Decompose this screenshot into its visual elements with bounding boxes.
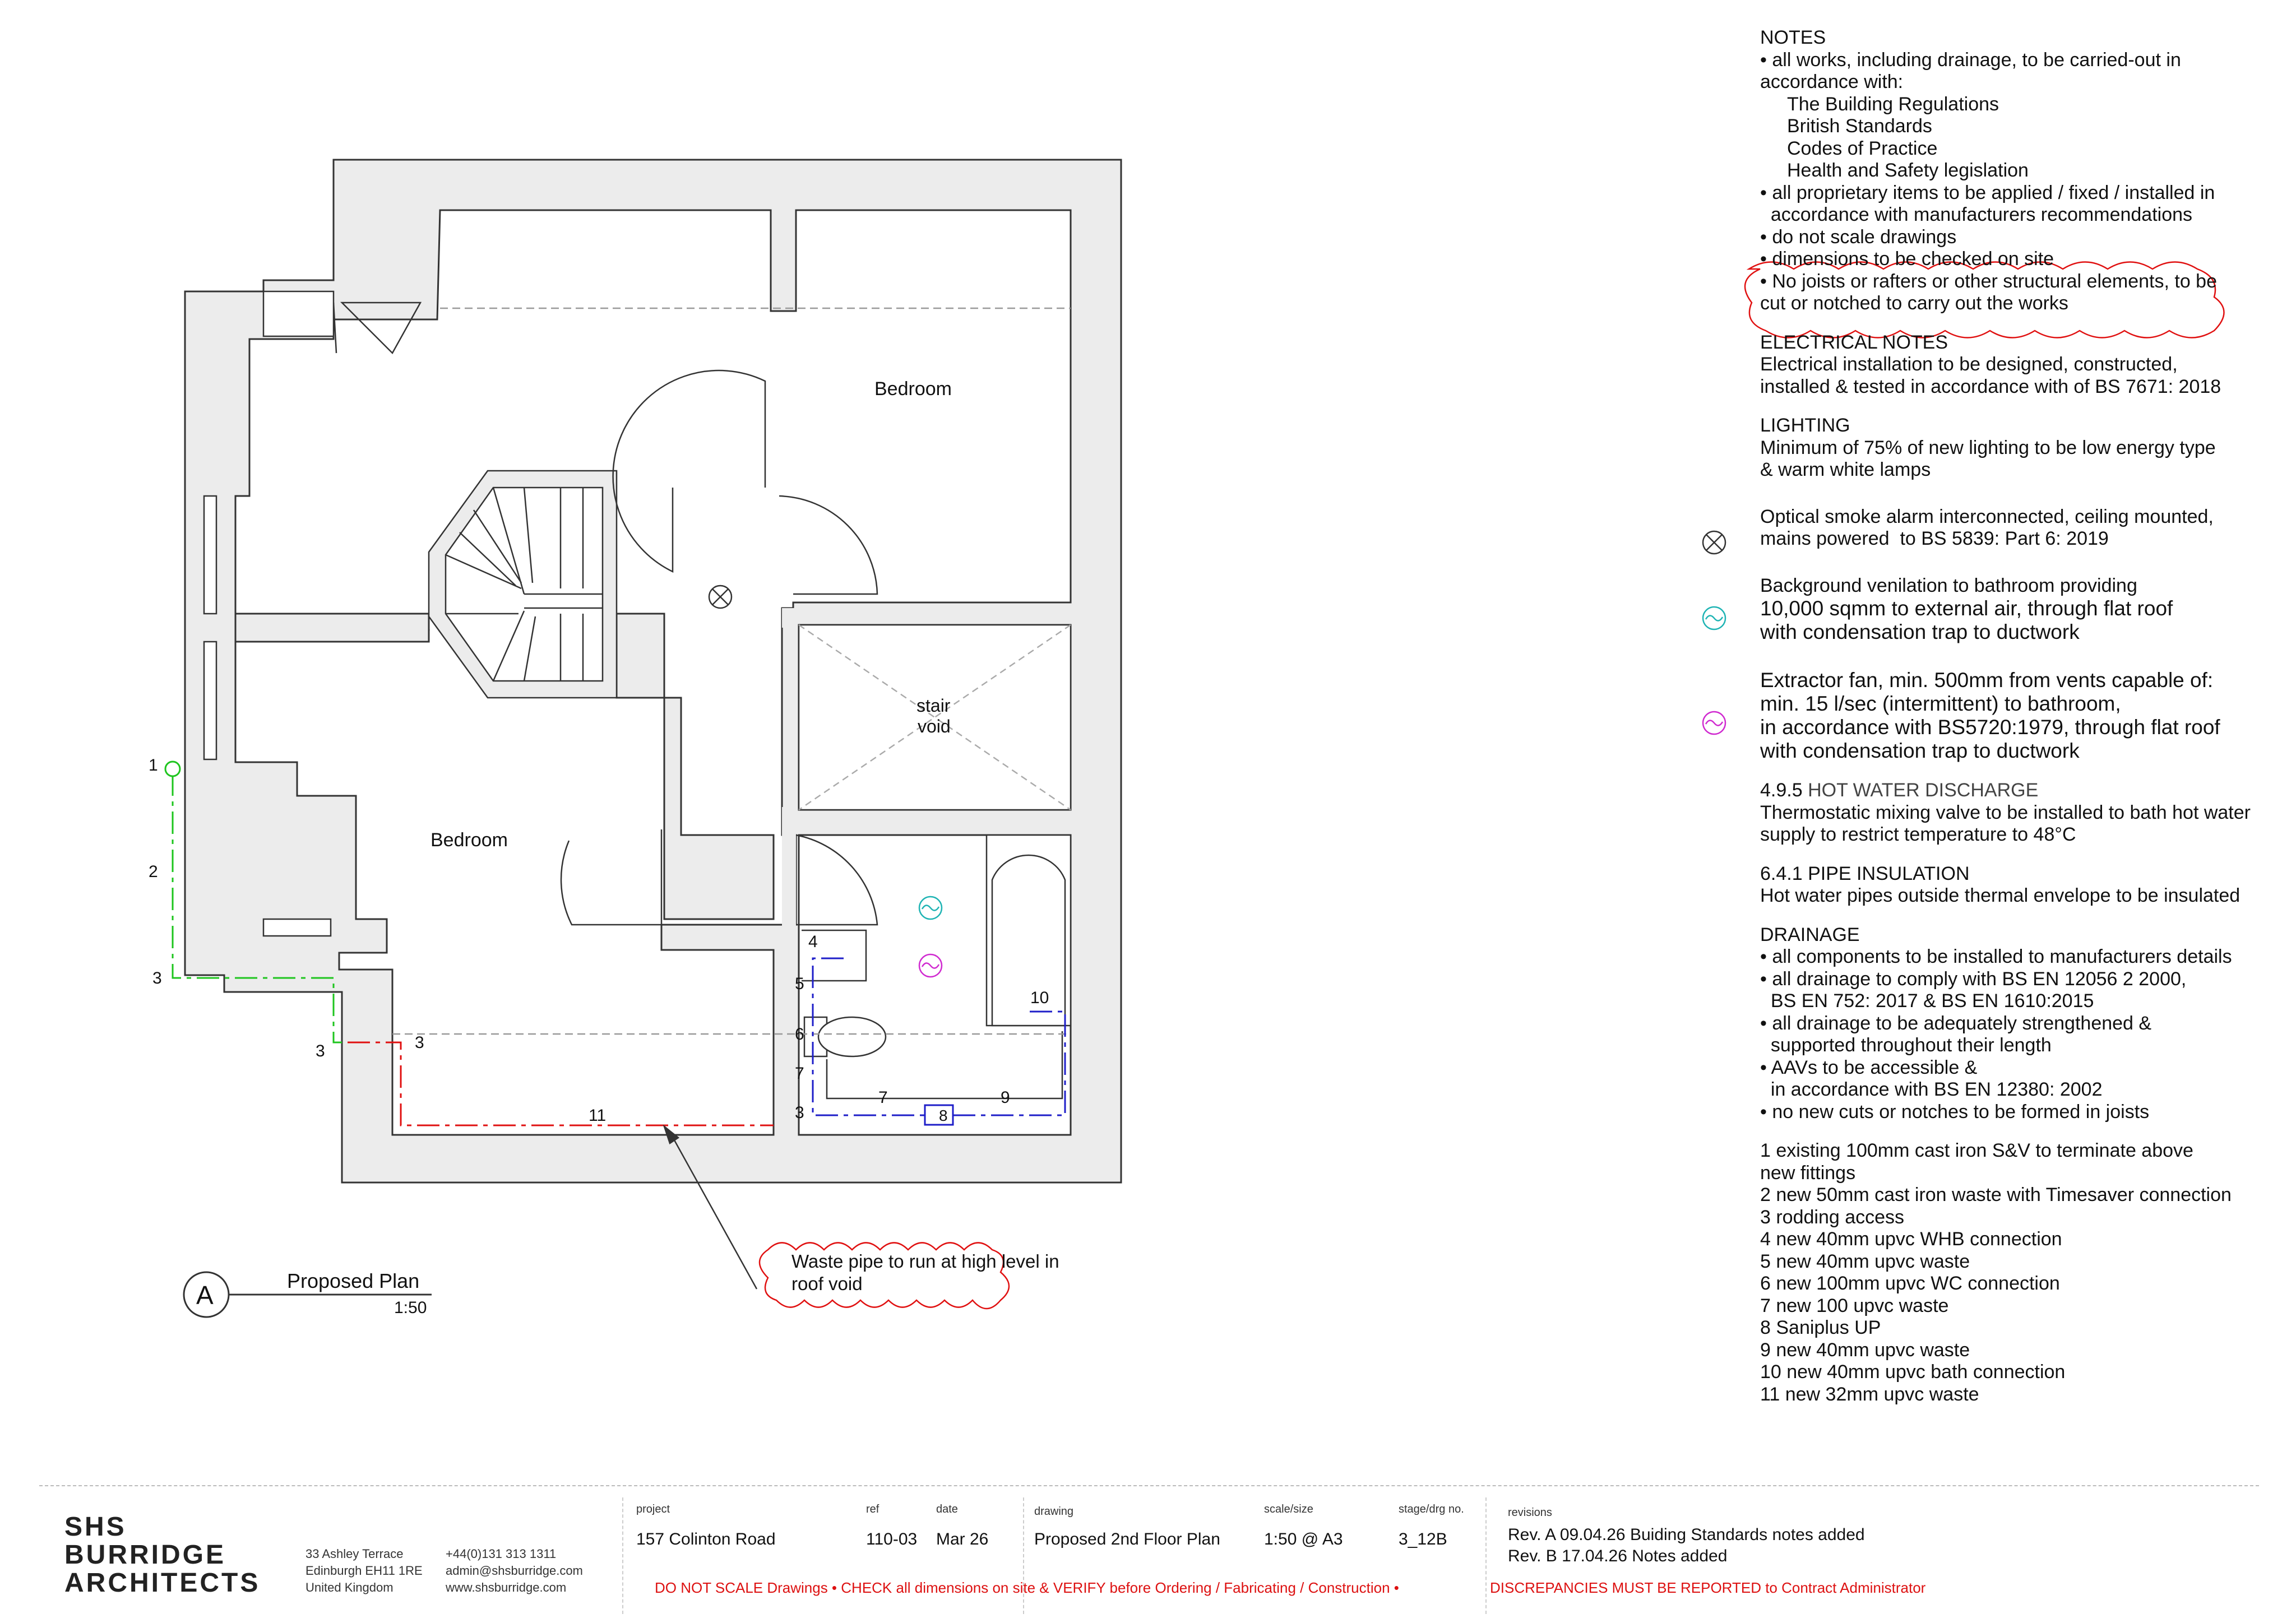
note-line: supported throughout their length xyxy=(1760,1035,2052,1056)
titleblock-separator xyxy=(1485,1497,1487,1614)
fan-note xyxy=(1760,669,2287,763)
company-contact: +44(0)131 313 1311 admin@shsburridge.com www.shsburridge.com xyxy=(446,1547,583,1594)
lighting-heading: LIGHTING xyxy=(1760,415,1850,436)
note-line: 10,000 sqmm to external air, through flat roof xyxy=(1760,597,2173,620)
pipe-label: 10 xyxy=(1030,989,1049,1007)
key-item: 10 new 40mm upvc bath connection xyxy=(1760,1361,2066,1383)
pipe-insulation-heading: 6.4.1 PIPE INSULATION xyxy=(1760,862,1970,884)
note-line: Hot water pipes outside thermal envelope to be insulated xyxy=(1760,885,2241,906)
legend-fan-icon xyxy=(1703,712,1725,734)
note-line: in accordance with BS EN 12380: 2002 xyxy=(1760,1079,2103,1100)
standard-item: British Standards xyxy=(1787,115,1932,137)
note-line: • all components to be installed to manufacturers details xyxy=(1760,946,2232,967)
pipe-label: 8 xyxy=(939,1107,948,1124)
note-line: & warm white lamps xyxy=(1760,459,1931,480)
note-line: in accordance with BS5720:1979, through flat roof xyxy=(1760,716,2220,739)
pipe-label: 2 xyxy=(149,862,158,881)
vent-note xyxy=(1760,575,2287,644)
date-label: date xyxy=(936,1503,958,1515)
key-item: 6 new 100mm upvc WC connection xyxy=(1760,1273,2060,1294)
revisions-label: revisions xyxy=(1508,1506,1552,1519)
note-line: Optical smoke alarm interconnected, ceiling mounted, xyxy=(1760,506,2214,527)
legend-icons xyxy=(1703,531,1725,734)
note-line: installed & tested in accordance with of BS 7671: 2018 xyxy=(1760,375,2221,397)
note-line: • no new cuts or notches to be formed in joists xyxy=(1760,1101,2150,1123)
discrepancy-warning: DISCREPANCIES MUST BE REPORTED to Contract Administrator xyxy=(1490,1579,1926,1596)
hot-water-num: 4.9.5 xyxy=(1760,780,1803,801)
note-line: mains powered to BS 5839: Part 6: 2019 xyxy=(1760,528,2109,549)
room-label-stair-void-2: void xyxy=(918,716,951,736)
title-letter: A xyxy=(196,1281,214,1310)
stage-value: 3_12B xyxy=(1399,1530,1447,1548)
pipe-label: 5 xyxy=(795,975,804,993)
project-label: project xyxy=(636,1503,670,1515)
project-value: 157 Colinton Road xyxy=(636,1530,776,1548)
key-item: 8 Saniplus UP xyxy=(1760,1317,1881,1338)
company-logo xyxy=(64,1513,260,1597)
hot-water-heading xyxy=(1760,780,2287,802)
pipe-label: 7 xyxy=(795,1064,804,1083)
note-line: • all drainage to be adequately strengthened & xyxy=(1760,1012,2152,1034)
key-item: 9 new 40mm upvc waste xyxy=(1760,1339,1970,1361)
note-line: • all drainage to comply with BS EN 12056 2 2000, xyxy=(1760,968,2187,990)
note-line: Extractor fan, min. 500mm from vents capable of: xyxy=(1760,669,2214,692)
note-line: accordance with manufacturers recommendations xyxy=(1760,204,2193,225)
note-line: • all works, including drainage, to be carried-out in xyxy=(1760,49,2181,71)
legend-vent-icon xyxy=(1703,607,1725,629)
key-item: 5 new 40mm upvc waste xyxy=(1760,1250,1970,1272)
company-address: 33 Ashley Terrace Edinburgh EH11 1RE United Kingdom xyxy=(305,1547,423,1594)
key-item: 4 new 40mm upvc WHB connection xyxy=(1760,1228,2062,1250)
ref-value: 110-03 xyxy=(866,1530,918,1548)
smoke-alarm-note xyxy=(1760,506,2287,550)
pipe-label: 3 xyxy=(316,1042,325,1060)
notes-panel xyxy=(1760,27,2287,1406)
note-line: supply to restrict temperature to 48°C xyxy=(1760,824,2076,845)
legend-smoke-alarm-icon xyxy=(1703,531,1725,554)
logo-line: ARCHITECTS xyxy=(64,1568,261,1598)
pipe-label: 1 xyxy=(149,756,158,775)
notes-heading: NOTES xyxy=(1760,27,1826,48)
note-line: accordance with: xyxy=(1760,71,1904,92)
note-line: with condensation trap to ductwork xyxy=(1760,620,2080,643)
note-line: Minimum of 75% of new lighting to be low energy type xyxy=(1760,437,2216,458)
pipe-label: 9 xyxy=(1001,1088,1010,1107)
key-item: 11 new 32mm upvc waste xyxy=(1760,1383,1979,1405)
pipe-label: 6 xyxy=(795,1025,804,1044)
revision-item: Rev. A 09.04.26 Buiding Standards notes added xyxy=(1508,1525,1865,1544)
key-item: 2 new 50mm cast iron waste with Timesaver connection xyxy=(1760,1184,2232,1205)
logo-line: SHS xyxy=(64,1512,127,1542)
callout-text: roof void xyxy=(791,1273,863,1294)
note-line: cut or notched to carry out the works xyxy=(1760,293,2068,314)
note-line: with condensation trap to ductwork xyxy=(1760,739,2080,762)
pipe-label: 7 xyxy=(878,1088,888,1107)
key-item: 3 rodding access xyxy=(1760,1206,1905,1228)
hot-water-title: HOT WATER DISCHARGE xyxy=(1808,780,2039,801)
revision-item: Rev. B 17.04.26 Notes added xyxy=(1508,1547,1728,1565)
pipe-label: 4 xyxy=(808,933,818,951)
key-item: new fittings xyxy=(1760,1162,1856,1184)
callout-text: Waste pipe to run at high level in xyxy=(791,1251,1059,1272)
drawing-value: Proposed 2nd Floor Plan xyxy=(1034,1530,1220,1548)
room-label-bedroom-upper: Bedroom xyxy=(874,378,952,400)
titleblock-divider xyxy=(39,1485,2259,1486)
date-value: Mar 26 xyxy=(936,1530,989,1548)
logo-line: BURRIDGE xyxy=(64,1540,226,1570)
drawing-title: Proposed Plan xyxy=(287,1269,420,1292)
stage-label: stage/drg no. xyxy=(1399,1503,1464,1515)
electrical-heading: ELECTRICAL NOTES xyxy=(1760,331,1948,353)
standard-item: Health and Safety legislation xyxy=(1787,160,2029,181)
room-label-bedroom-lower: Bedroom xyxy=(430,829,508,851)
pipe-label: 3 xyxy=(415,1033,424,1052)
note-line: • No joists or rafters or other structural elements, to be xyxy=(1760,270,2218,292)
drawing-scale: 1:50 xyxy=(394,1299,427,1317)
note-line: • dimensions to be checked on site xyxy=(1760,248,2054,270)
pipe-label: 3 xyxy=(795,1103,804,1122)
key-item: 7 new 100 upvc waste xyxy=(1760,1295,1949,1316)
key-item: 1 existing 100mm cast iron S&V to terminate above xyxy=(1760,1140,2193,1161)
titleblock-separator xyxy=(622,1497,623,1614)
scale-label: scale/size xyxy=(1264,1503,1313,1515)
room-label-stair-void: stair xyxy=(916,695,951,716)
pipe-key xyxy=(1760,1140,2287,1406)
ref-label: ref xyxy=(866,1503,879,1515)
scale-value: 1:50 @ A3 xyxy=(1264,1530,1343,1548)
note-line: • do not scale drawings xyxy=(1760,226,1957,248)
drainage-heading: DRAINAGE xyxy=(1760,924,1860,945)
note-line: • AAVs to be accessible & xyxy=(1760,1056,1978,1078)
standard-item: The Building Regulations xyxy=(1787,93,1999,115)
pipe-label: 3 xyxy=(152,969,162,987)
scale-warning: DO NOT SCALE Drawings • CHECK all dimensions on site & VERIFY before Ordering / Fabricating / Construction • xyxy=(655,1579,1399,1596)
note-line: Background venilation to bathroom providing xyxy=(1760,574,2137,596)
standard-item: Codes of Practice xyxy=(1787,137,1938,159)
note-line: min. 15 l/sec (intermittent) to bathroom, xyxy=(1760,692,2121,715)
note-line: BS EN 752: 2017 & BS EN 1610:2015 xyxy=(1760,990,2094,1012)
note-line: Thermostatic mixing valve to be installed to bath hot water xyxy=(1760,801,2251,823)
pipe-label: 11 xyxy=(589,1106,607,1125)
soil-stack-icon xyxy=(165,762,180,776)
note-line: Electrical installation to be designed, constructed, xyxy=(1760,354,2178,375)
drawing-label: drawing xyxy=(1034,1505,1074,1518)
note-line: • all proprietary items to be applied / fixed / installed in xyxy=(1760,182,2215,203)
